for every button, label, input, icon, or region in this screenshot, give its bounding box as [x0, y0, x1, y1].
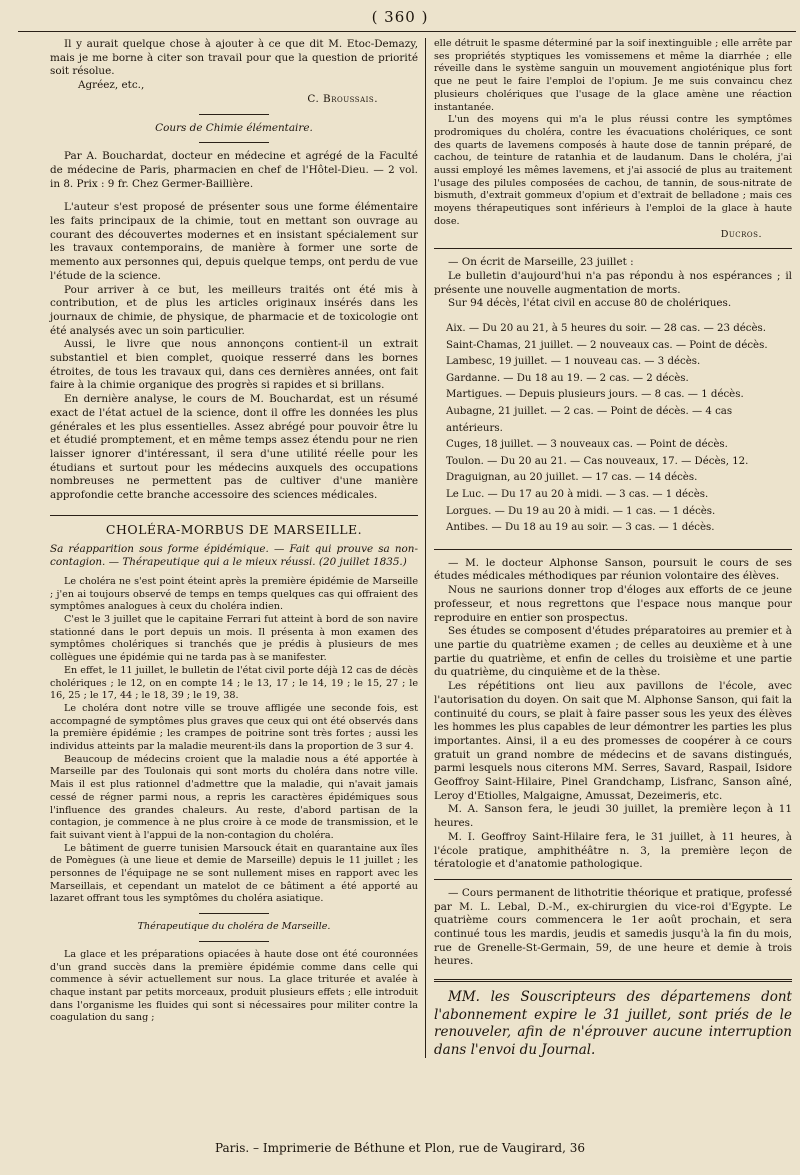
stat-line: Le Luc. — Du 17 au 20 à midi. — 3 cas. — 1 décès. — [446, 489, 709, 500]
section-rule — [199, 114, 269, 115]
course-paragraph: Pour arriver à ce but, les meilleurs traités ont été mis à contribution, et de plus les articles originaux insérés dans les journaux de chimie, de physique, de pharmacie et de toxicologie ont été analysés avec un soin particulier. — [50, 283, 418, 337]
stat-line: Cuges, 18 juillet. — 3 nouveaux cas. — Point de décès. — [446, 439, 728, 451]
course-paragraph: L'auteur s'est proposé de présenter sous une forme élémentaire les faits principaux de la chimie, tout en mettant son ouvrage au courant des découvertes modernes et en insistant spécialement sur les travaux contemporains, de manière à former une sorte de memento aux personnes qui, depuis quelque temps, ont perdu de vue l'étude de la science. — [50, 201, 418, 282]
course-title: Cours de Chimie élémentaire. — [155, 121, 313, 134]
signature-ducros: Ducros. — [720, 228, 762, 240]
left-column — [50, 38, 418, 1025]
sanson-paragraph: M. A. Sanson fera, le jeudi 30 juillet, la première leçon à 11 heures. — [434, 803, 792, 830]
therapeutic-more: L'un des moyens qui m'a le plus réussi contre les symptômes prodromiques du choléra, contre les évacuations cholériques, ce sont des quarts de lavemens composés à haute dose de tannin préparé, de cachou, de teinture de ratanhia et de laudanum. Dans le choléra, j'ai aussi employé les mêmes lavemens, et j'ai associé de plus au traitement l'usage des pilules composées de cachou, de tannin, de sous-nitrate de bismuth, d'extrait gommeux d'opium et d'extrait de belladone ; mais ces moyens thérapeutiques sont inférieurs à l'emploi de la glace à haute dose. — [434, 114, 792, 227]
sanson-paragraph: Ses études se composent d'études préparatoires au premier et à une partie du quatrième examen ; de celles au deuxième et à une partie du quatrième, et enfin de celles du troisième et une partie du quatrième, du cinquième et de la thèse. — [434, 625, 792, 679]
header-rule — [18, 31, 796, 32]
marseille-count: Sur 94 décès, l'état civil en accuse 80 de cholériques. — [448, 297, 732, 310]
stat-line: Toulon. — Du 20 au 21. — Cas nouveaux, 17. — Décès, 12. — [446, 455, 749, 467]
stat-line: Aix. — Du 20 au 21, à 5 heures du soir. — 28 cas. — 23 décès. — [446, 323, 766, 335]
stat-line: Lambesc, 19 juillet. — 1 nouveau cas. — 3 décès. — [446, 356, 701, 368]
stat-line: Antibes. — Du 18 au 19 au soir. — 3 cas. — 1 décès. — [446, 522, 715, 534]
stat-line: Draguignan, au 20 juillet. — 17 cas. — 14 décès. — [446, 472, 698, 484]
therapeutic-paragraph: La glace et les préparations opiacées à haute dose ont été couronnées d'un grand succès dans la première épidémie comme dans celle qui commence à sévir actuellement sur nous. La glace triturée et avalée à chaque instant par petits morceaux, produit plusieurs effets ; elle introduit dans l'organisme les fluides qui sont si nécessaires pour militer contre la coagulation du sang ; — [50, 948, 418, 1024]
section-rule — [434, 549, 792, 550]
letter-closing: Agréez, etc., — [78, 79, 145, 92]
right-column — [434, 38, 792, 1059]
cholera-paragraph: En effet, le 11 juillet, le bulletin de l'état civil porte déjà 12 cas de décès cholériques ; le 12, on en compte 14 ; le 13, 17 ; le 14, 19 ; le 15, 27 ; le 16, 25 ; le 17, 44 ; le 18, 39 ; le 19, 38. — [50, 664, 418, 702]
therapeutic-continued: elle détruit le spasme déterminé par la soif inextinguible ; elle arrête par ses propriétés styptiques les vomissemens et même la diarrhée ; elle réveille dans le système sanguin un mouvement angioténique plus fort que ne peut le faire l'emploi de l'opium. Je me suis convaincu chez plusieurs cholériques que l'usage de la glace amène une réaction instantanée. — [434, 38, 792, 113]
course-paragraph: Aussi, le livre que nous annonçons contient-il un extrait substantiel et bien complet, quoique resserré dans les bornes étroites, de tous les travaux qui, dans ces dernières années, ont fait faire à la chimie organique des progrès si rapides et si brillans. — [50, 338, 418, 392]
sanson-paragraph: M. I. Geoffroy Saint-Hilaire fera, le 31 juillet, à 11 heures, à l'école pratique, amphithéâtre n. 3, la première leçon de tératologie et d'anatomie pathologique. — [434, 830, 792, 871]
marseille-intro: — On écrit de Marseille, 23 juillet : — [448, 256, 634, 269]
signature-broussais: C. Broussais. — [307, 92, 378, 105]
sanson-paragraph: Les répétitions ont lieu aux pavillons de l'école, avec l'autorisation du doyen. On sait que M. Alphonse Sanson, qui fait la continuité du cours, se plait à faire passer sous les yeux des élèves les hommes les plus capables de leur démontrer les parties les plus importantes. Ainsi, il a eu des promesses de coopérer à ce cours gratuit un grand nombre de médecins et de savans distingués, parmi lesquels nous citerons MM. Serres, Savard, Raspail, Isidore Geoffroy Saint-Hilaire, Pinel Grandchamp, Lisfranc, Sanson aîné, Leroy d'Etiolles, Malgaigne, Amussat, Dezeimeris, etc. — [434, 680, 792, 802]
stat-line: Lorgues. — Du 19 au 20 à midi. — 1 cas. — 1 décès. — [446, 505, 716, 517]
page-number: ( 360 ) — [371, 8, 429, 26]
cholera-paragraph: Beaucoup de médecins croient que la maladie nous a été apportée à Marseille par des Toulonais qui sont morts du choléra dans notre ville. Mais il est plus rationnel d'admettre que la maladie, qui n'avait jamais cessé de régner parmi nous, a repris les caractères épidémiques sous l'influence des grandes chaleurs. Au reste, d'abord partisan de la contagion, je commence à ne plus croire à ce mode de transmission, et le fait suivant vient à l'appui de la non-contagion du choléra. — [50, 753, 418, 841]
cholera-subtitle: Sa réapparition sous forme épidémique. — Fait qui prouve sa non-contagion. — Thérapeutique qui a le mieux réussi. (20 juillet 1835.) — [50, 542, 418, 569]
stat-line: Aubagne, 21 juillet. — 2 cas. — Point de décès. — 4 cas antérieurs. — [446, 406, 733, 434]
cholera-paragraph: Le choléra dont notre ville se trouve affligée une seconde fois, est accompagné de symptômes plus graves que ceux qui ont été observés dans la première épidémie ; les crampes de poitrine sont très fortes ; aussi les individus atteints par la maladie meurent-ils dans la proportion de 3 sur 4. — [50, 702, 418, 753]
section-rule — [199, 142, 269, 143]
section-rule — [50, 515, 418, 516]
lithotritie-notice: — Cours permanent de lithotritie théorique et pratique, professé par M. L. Lebal, D.-M., ex-chirurgien du vice-roi d'Egypte. Le quatrième cours commencera le 1er août prochain, et sera continué tous les mardis, jeudis et samedis jusqu'à la fin du mois, rue de Grenelle-St-Germain, 59, de une heure et demie à trois heures. — [434, 886, 792, 968]
course-paragraph: En dernière analyse, le cours de M. Bouchardat, est un résumé exact de l'état actuel de la science, dont il offre les données les plus générales et les plus essentielles. Assez abrégé pour pouvoir être lu et étudié promptement, et en même temps assez étendu pour ne rien laisser ignorer d'intéressant, il sera d'une utilité réelle pour les étudians et surtout pour les médecins auxquels des occupations nombreuses ne permettent pas de cultiver d'une manière approfondie cette branche accessoire des sciences médicales. — [50, 393, 418, 502]
cholera-paragraph: Le choléra ne s'est point éteint après la première épidémie de Marseille ; j'en ai toujours observé de temps en temps quelques cas qui offraient des symptômes analogues à ceux du choléra indien. — [50, 575, 418, 613]
letter-paragraph: Il y aurait quelque chose à ajouter à ce que dit M. Etoc-Demazy, mais je me borne à citer son travail pour que la question de priorité soit résolue. — [50, 38, 418, 78]
printer-footer: Paris. – Imprimerie de Béthune et Plon, rue de Vaugirard, 36 — [214, 1141, 586, 1155]
stat-line: Saint-Chamas, 21 juillet. — 2 nouveaux cas. — Point de décès. — [446, 339, 768, 351]
marseille-bulletin: Le bulletin d'aujourd'hui n'a pas répondu à nos espérances ; il présente une nouvelle augmentation de morts. — [434, 269, 792, 296]
cholera-title: CHOLÉRA-MORBUS DE MARSEILLE. — [105, 521, 363, 537]
cholera-paragraph: Le bâtiment de guerre tunisien Marsouck était en quarantaine aux îles de Pomègues (à une lieue et demie de Marseille) depuis le 11 juillet ; les personnes de l'équipage ne se sont nullement mises en rapport avec les Marseillais, et cependant un matelot de ce bâtiment a été apporté au lazaret offrant tous les symptômes du choléra asiatique. — [50, 842, 418, 905]
sanson-paragraph: Nous ne saurions donner trop d'éloges aux efforts de ce jeune professeur, et nous regrettons que l'espace nous manque pour reproduire en entier son prospectus. — [434, 584, 792, 624]
section-rule — [434, 879, 792, 880]
section-rule — [199, 913, 269, 914]
cholera-paragraph: C'est le 3 juillet que le capitaine Ferrari fut atteint à bord de son navire stationné dans le port depuis un mois. Il présenta à mon examen des symptômes cholériques si tranchés que je prédis à plusieurs de mes collègues une épidémie qui ne tarda pas à se manifester. — [50, 614, 418, 664]
sanson-paragraph: — M. le docteur Alphonse Sanson, poursuit le cours de ses études médicales méthodiques par réunion volontaire des élèves. — [434, 556, 792, 583]
stats-list — [434, 321, 792, 537]
section-rule — [199, 941, 269, 942]
subscription-notice: MM. les Souscripteurs des départemens dont l'abonnement expire le 31 juillet, sont priés de le renouveler, afin de n'éprouver aucune interruption dans l'envoi du Journal. — [434, 989, 792, 1058]
stat-line: Martigues. — Depuis plusieurs jours. — 8 cas. — 1 décès. — [446, 389, 744, 401]
section-rule — [434, 979, 792, 982]
column-divider — [425, 38, 426, 1058]
therapeutic-title: Thérapeutique du choléra de Marseille. — [137, 921, 331, 933]
section-rule — [434, 248, 792, 249]
stat-line: Gardanne. — Du 18 au 19. — 2 cas. — 2 décès. — [446, 372, 689, 384]
course-intro: Par A. Bouchardat, docteur en médecine et agrégé de la Faculté de médecine de Paris, pharmacien en chef de l'Hôtel-Dieu. — 2 vol. in 8. Prix : 9 fr. Chez Germer-Baillière. — [50, 150, 418, 190]
